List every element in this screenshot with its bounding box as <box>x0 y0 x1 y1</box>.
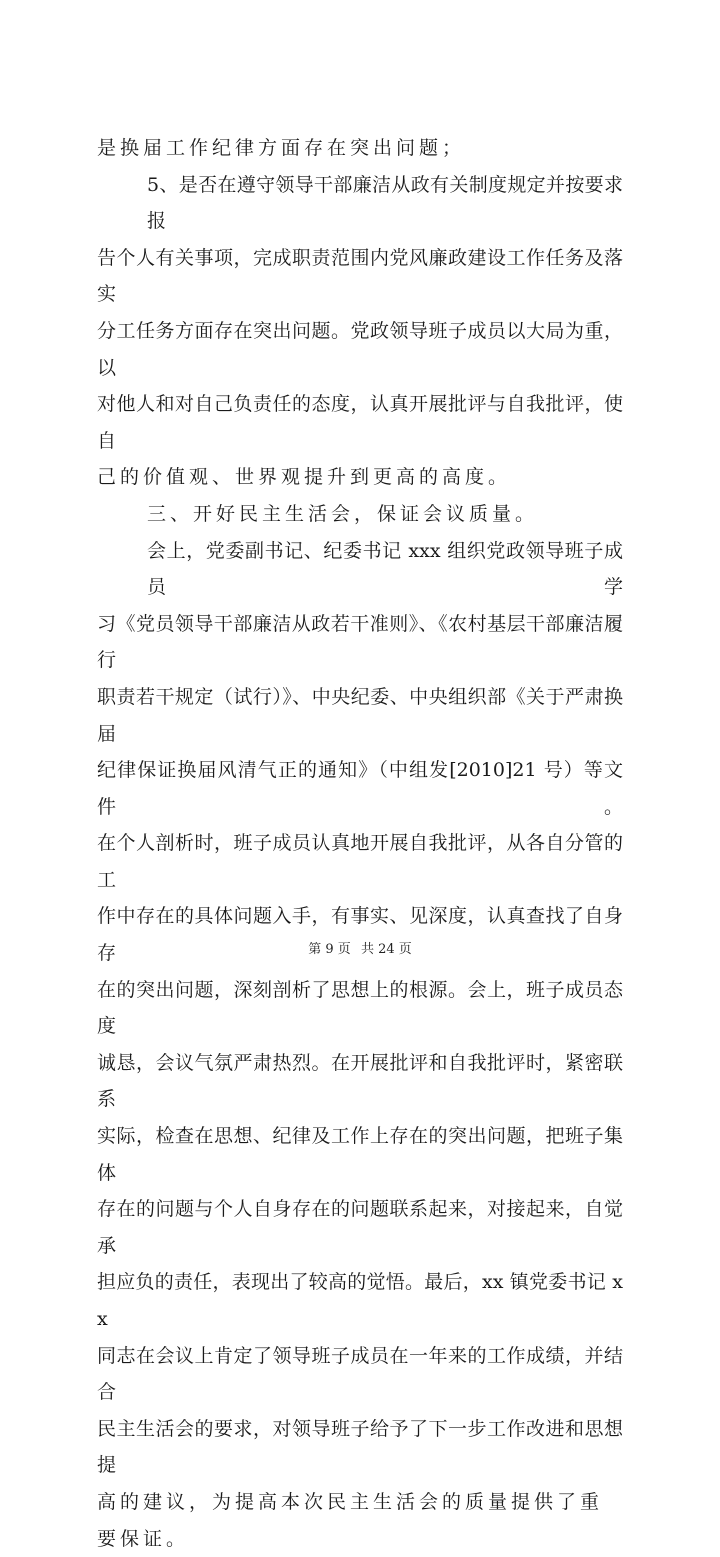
text-line: 职责若干规定（试行）》、中央纪委、中央组织部《关于严肃换届 <box>97 685 623 745</box>
text-line: 高的建议，为提高本次民主生活会的质量提供了重要保证。 <box>97 1490 604 1550</box>
document-body <box>97 130 623 1557</box>
text-line: 同志在会议上肯定了领导班子成员在一年来的工作成绩，并结合 <box>97 1344 623 1404</box>
page-total: 共 24 页 <box>360 942 412 957</box>
text-line: 5、是否在遵守领导干部廉洁从政有关制度规定并按要求报 <box>147 173 623 233</box>
page-number: 第 9 页 <box>308 942 351 957</box>
text-line: 会上，党委副书记、纪委书记 xxx 组织党政领导班子成员学 <box>147 539 623 599</box>
paragraph <box>97 167 623 496</box>
text-line: 己的价值观、世界观提升到更高的高度。 <box>97 466 512 489</box>
text-line: 习《党员领导干部廉洁从政若干准则》、《农村基层干部廉洁履行 <box>97 612 623 672</box>
text-line: 纪律保证换届风清气正的通知》（中组发[2010]21 号）等文件。 <box>97 759 623 818</box>
text-line: 对他人和对自己负责任的态度，认真开展批评与自我批评，使自 <box>97 393 623 452</box>
paragraph <box>97 130 623 167</box>
text-line: 三、开好民主生活会，保证会议质量。 <box>147 502 539 525</box>
page-footer <box>0 938 720 957</box>
paragraph <box>97 496 623 533</box>
text-line: 民主生活会的要求，对领导班子给予了下一步工作改进和思想提 <box>97 1417 623 1477</box>
text-line: 存在的问题与个人自身存在的问题联系起来，对接起来，自觉承 <box>97 1198 623 1257</box>
text-line: 在的突出问题，深刻剖析了思想上的根源。会上，班子成员态度 <box>97 978 623 1038</box>
text-line: 作中存在的具体问题入手，有事实、见深度，认真查找了自身存 <box>97 905 623 965</box>
text-line: 是换届工作纪律方面存在突出问题； <box>97 137 466 159</box>
text-line: 诚恳，会议气氛严肃热烈。在开展批评和自我批评时，紧密联系 <box>97 1051 623 1111</box>
text-line: 实际，检查在思想、纪律及工作上存在的突出问题，把班子集体 <box>97 1125 623 1184</box>
paragraph <box>97 533 623 1557</box>
text-line: 在个人剖析时，班子成员认真地开展自我批评，从各自分管的工 <box>97 832 623 891</box>
text-line: 分工任务方面存在突出问题。党政领导班子成员以大局为重，以 <box>97 319 623 379</box>
text-line: 担应负的责任，表现出了较高的觉悟。最后，xx 镇党委书记 xx <box>97 1271 623 1330</box>
text-line: 告个人有关事项，完成职责范围内党风廉政建设工作任务及落实 <box>97 246 623 306</box>
